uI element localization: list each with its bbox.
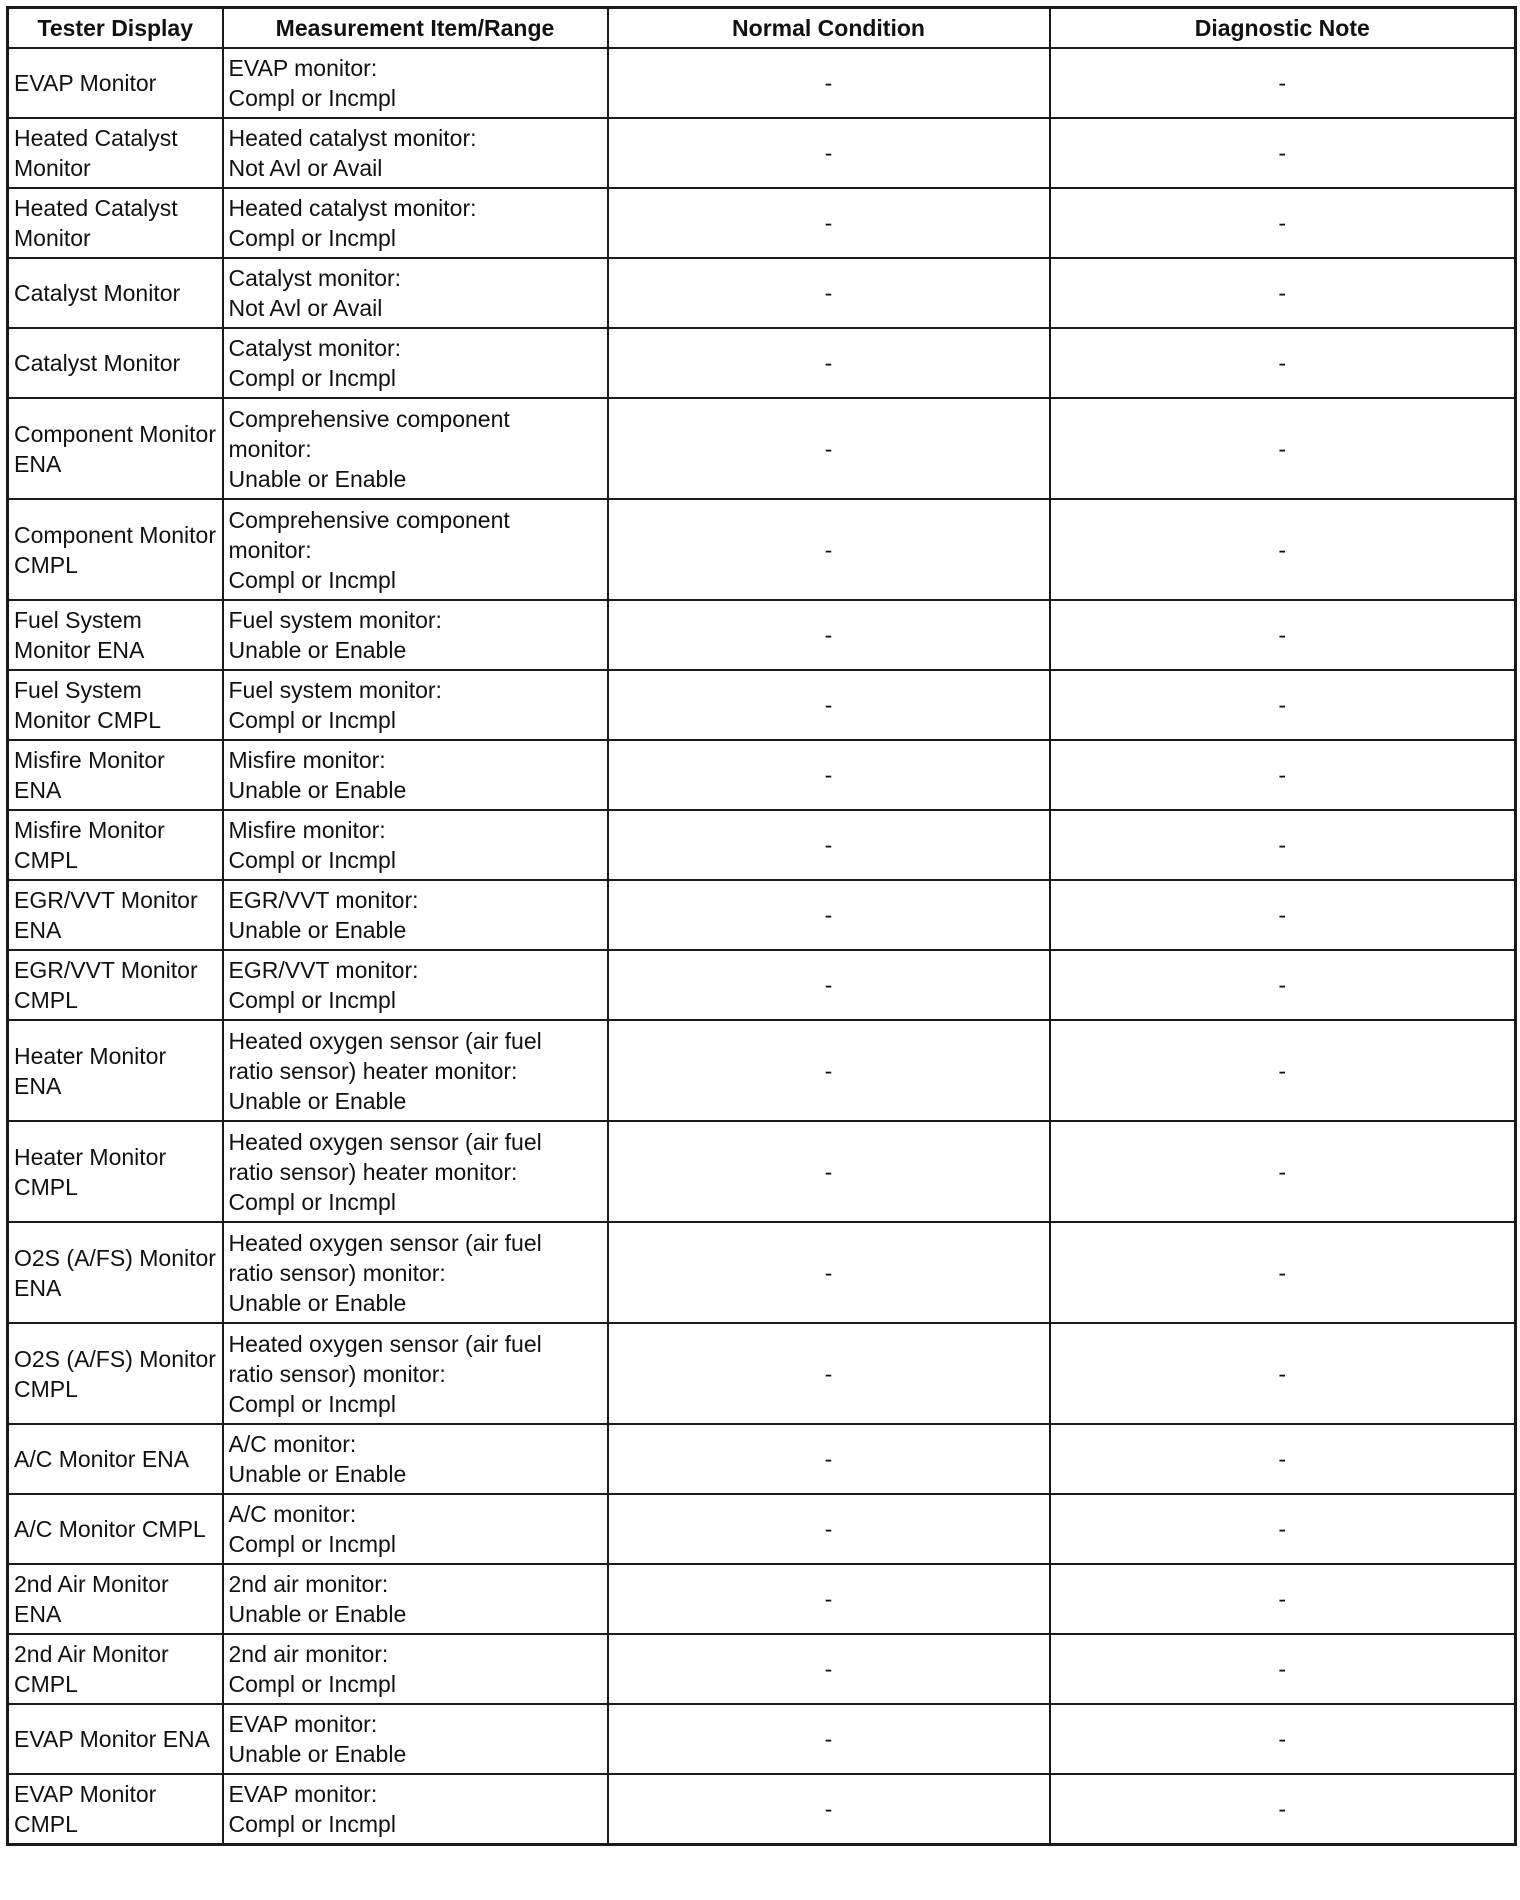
measurement-line: EGR/VVT monitor: [228, 887, 419, 913]
cell-normal-condition: - [608, 600, 1050, 670]
header-tester-display: Tester Display [8, 8, 223, 49]
cell-normal-condition: - [608, 1634, 1050, 1704]
cell-normal-condition: - [608, 740, 1050, 810]
cell-diagnostic-note: - [1050, 1564, 1516, 1634]
cell-tester-display: EVAP Monitor [8, 48, 223, 118]
monitor-status-table [6, 6, 1517, 1846]
measurement-line: Unable or Enable [228, 637, 407, 663]
cell-measurement-item [223, 950, 608, 1020]
cell-tester-display: O2S (A/FS) Monitor CMPL [8, 1323, 223, 1424]
measurement-line: Not Avl or Avail [228, 295, 383, 321]
cell-normal-condition: - [608, 1020, 1050, 1121]
measurement-line: Misfire monitor: [228, 817, 386, 843]
table-row [8, 398, 1516, 499]
cell-diagnostic-note: - [1050, 670, 1516, 740]
cell-tester-display: Heater Monitor CMPL [8, 1121, 223, 1222]
cell-normal-condition: - [608, 1222, 1050, 1323]
cell-normal-condition: - [608, 670, 1050, 740]
table-row [8, 118, 1516, 188]
measurement-line: Compl or Incmpl [228, 1390, 396, 1417]
table-body [8, 48, 1516, 1845]
measurement-line: Heated catalyst monitor: [228, 125, 477, 151]
cell-measurement-item [223, 48, 608, 118]
table-row [8, 600, 1516, 670]
cell-normal-condition: - [608, 118, 1050, 188]
cell-tester-display: EVAP Monitor ENA [8, 1704, 223, 1774]
measurement-line: EVAP monitor: [228, 55, 378, 81]
cell-tester-display: 2nd Air Monitor CMPL [8, 1634, 223, 1704]
cell-normal-condition: - [608, 1494, 1050, 1564]
cell-diagnostic-note: - [1050, 118, 1516, 188]
measurement-line: Unable or Enable [228, 1289, 407, 1316]
cell-diagnostic-note: - [1050, 880, 1516, 950]
cell-tester-display: Misfire Monitor CMPL [8, 810, 223, 880]
cell-tester-display: EGR/VVT Monitor ENA [8, 880, 223, 950]
measurement-line: Unable or Enable [228, 1461, 407, 1487]
cell-normal-condition: - [608, 1774, 1050, 1845]
measurement-line: Heated oxygen sensor (air fuel [228, 1027, 542, 1054]
cell-tester-display: EVAP Monitor CMPL [8, 1774, 223, 1845]
measurement-line: Catalyst monitor: [228, 265, 402, 291]
measurement-line: Compl or Incmpl [228, 566, 396, 593]
measurement-line: Fuel system monitor: [228, 677, 442, 703]
cell-normal-condition: - [608, 48, 1050, 118]
measurement-line: Compl or Incmpl [228, 707, 396, 733]
measurement-line: A/C monitor: [228, 1431, 357, 1457]
table-row [8, 1020, 1516, 1121]
cell-normal-condition: - [608, 950, 1050, 1020]
cell-tester-display: A/C Monitor CMPL [8, 1494, 223, 1564]
measurement-line: Catalyst monitor: [228, 335, 402, 361]
cell-tester-display: Fuel System Monitor ENA [8, 600, 223, 670]
table-row [8, 670, 1516, 740]
cell-diagnostic-note: - [1050, 1121, 1516, 1222]
cell-tester-display: Misfire Monitor ENA [8, 740, 223, 810]
cell-measurement-item [223, 1323, 608, 1424]
cell-normal-condition: - [608, 188, 1050, 258]
measurement-line: Compl or Incmpl [228, 847, 396, 873]
cell-diagnostic-note: - [1050, 1704, 1516, 1774]
cell-normal-condition: - [608, 810, 1050, 880]
cell-measurement-item [223, 398, 608, 499]
table-row [8, 48, 1516, 118]
measurement-line: 2nd air monitor: [228, 1571, 389, 1597]
cell-diagnostic-note: - [1050, 1424, 1516, 1494]
cell-measurement-item [223, 1704, 608, 1774]
cell-normal-condition: - [608, 398, 1050, 499]
table-row [8, 258, 1516, 328]
cell-diagnostic-note: - [1050, 1494, 1516, 1564]
cell-normal-condition: - [608, 1424, 1050, 1494]
measurement-line: A/C monitor: [228, 1501, 357, 1527]
cell-tester-display: Component Monitor ENA [8, 398, 223, 499]
measurement-line: Compl or Incmpl [228, 1188, 396, 1215]
cell-measurement-item [223, 499, 608, 600]
cell-measurement-item [223, 1121, 608, 1222]
cell-diagnostic-note: - [1050, 740, 1516, 810]
measurement-line: Compl or Incmpl [228, 85, 396, 111]
cell-measurement-item [223, 1634, 608, 1704]
cell-normal-condition: - [608, 1704, 1050, 1774]
cell-measurement-item [223, 880, 608, 950]
cell-tester-display: A/C Monitor ENA [8, 1424, 223, 1494]
cell-diagnostic-note: - [1050, 398, 1516, 499]
measurement-line: EVAP monitor: [228, 1781, 378, 1807]
table-row [8, 1424, 1516, 1494]
header-normal-condition: Normal Condition [608, 8, 1050, 49]
cell-diagnostic-note: - [1050, 1774, 1516, 1845]
measurement-line: ratio sensor) monitor: [228, 1360, 446, 1387]
table-row [8, 810, 1516, 880]
cell-measurement-item [223, 118, 608, 188]
table-row [8, 1121, 1516, 1222]
cell-normal-condition: - [608, 328, 1050, 398]
cell-diagnostic-note: - [1050, 810, 1516, 880]
measurement-line: Compl or Incmpl [228, 1671, 396, 1697]
measurement-line: Compl or Incmpl [228, 1811, 396, 1837]
table-row [8, 1494, 1516, 1564]
cell-diagnostic-note: - [1050, 258, 1516, 328]
table-header-row [8, 8, 1516, 49]
cell-measurement-item [223, 258, 608, 328]
cell-tester-display: EGR/VVT Monitor CMPL [8, 950, 223, 1020]
table-row [8, 1564, 1516, 1634]
cell-tester-display: Catalyst Monitor [8, 328, 223, 398]
measurement-line: Fuel system monitor: [228, 607, 442, 633]
cell-diagnostic-note: - [1050, 328, 1516, 398]
measurement-line: EGR/VVT monitor: [228, 957, 419, 983]
table-row [8, 1222, 1516, 1323]
cell-measurement-item [223, 328, 608, 398]
cell-diagnostic-note: - [1050, 600, 1516, 670]
measurement-line: EVAP monitor: [228, 1711, 378, 1737]
cell-normal-condition: - [608, 880, 1050, 950]
cell-diagnostic-note: - [1050, 499, 1516, 600]
header-measurement-item: Measurement Item/Range [223, 8, 608, 49]
cell-diagnostic-note: - [1050, 1323, 1516, 1424]
cell-tester-display: Heated Catalyst Monitor [8, 188, 223, 258]
cell-diagnostic-note: - [1050, 1020, 1516, 1121]
measurement-line: Heated oxygen sensor (air fuel [228, 1128, 542, 1155]
header-diagnostic-note: Diagnostic Note [1050, 8, 1516, 49]
cell-measurement-item [223, 600, 608, 670]
measurement-line: monitor: [228, 435, 312, 462]
cell-tester-display: Component Monitor CMPL [8, 499, 223, 600]
measurement-line: Comprehensive component [228, 506, 510, 533]
measurement-line: 2nd air monitor: [228, 1641, 389, 1667]
cell-diagnostic-note: - [1050, 950, 1516, 1020]
cell-measurement-item [223, 1424, 608, 1494]
measurement-line: ratio sensor) heater monitor: [228, 1057, 518, 1084]
measurement-line: Unable or Enable [228, 1087, 407, 1114]
measurement-line: Misfire monitor: [228, 747, 386, 773]
cell-tester-display: Fuel System Monitor CMPL [8, 670, 223, 740]
table-row [8, 1704, 1516, 1774]
measurement-line: Unable or Enable [228, 465, 407, 492]
cell-tester-display: 2nd Air Monitor ENA [8, 1564, 223, 1634]
table-row [8, 1774, 1516, 1845]
measurement-line: Compl or Incmpl [228, 365, 396, 391]
cell-normal-condition: - [608, 499, 1050, 600]
measurement-line: Compl or Incmpl [228, 1531, 396, 1557]
table-row [8, 740, 1516, 810]
table-row [8, 188, 1516, 258]
cell-measurement-item [223, 188, 608, 258]
cell-measurement-item [223, 810, 608, 880]
table-row [8, 499, 1516, 600]
measurement-line: ratio sensor) heater monitor: [228, 1158, 518, 1185]
table-row [8, 1323, 1516, 1424]
cell-measurement-item [223, 1222, 608, 1323]
measurement-line: Unable or Enable [228, 917, 407, 943]
cell-tester-display: Catalyst Monitor [8, 258, 223, 328]
table-row [8, 880, 1516, 950]
cell-normal-condition: - [608, 1564, 1050, 1634]
measurement-line: Unable or Enable [228, 777, 407, 803]
measurement-line: Heated catalyst monitor: [228, 195, 477, 221]
cell-measurement-item [223, 1564, 608, 1634]
cell-diagnostic-note: - [1050, 188, 1516, 258]
cell-measurement-item [223, 1494, 608, 1564]
cell-measurement-item [223, 1774, 608, 1845]
cell-measurement-item [223, 670, 608, 740]
measurement-line: Heated oxygen sensor (air fuel [228, 1229, 542, 1256]
measurement-line: Heated oxygen sensor (air fuel [228, 1330, 542, 1357]
cell-normal-condition: - [608, 258, 1050, 328]
table-row [8, 328, 1516, 398]
cell-tester-display: Heater Monitor ENA [8, 1020, 223, 1121]
measurement-line: Unable or Enable [228, 1601, 407, 1627]
table-row [8, 950, 1516, 1020]
cell-normal-condition: - [608, 1323, 1050, 1424]
cell-tester-display: O2S (A/FS) Monitor ENA [8, 1222, 223, 1323]
cell-normal-condition: - [608, 1121, 1050, 1222]
measurement-line: Not Avl or Avail [228, 155, 383, 181]
measurement-line: Compl or Incmpl [228, 987, 396, 1013]
measurement-line: Compl or Incmpl [228, 225, 396, 251]
table-row [8, 1634, 1516, 1704]
measurement-line: Unable or Enable [228, 1741, 407, 1767]
measurement-line: Comprehensive component [228, 405, 510, 432]
cell-measurement-item [223, 1020, 608, 1121]
cell-diagnostic-note: - [1050, 1222, 1516, 1323]
cell-measurement-item [223, 740, 608, 810]
cell-diagnostic-note: - [1050, 1634, 1516, 1704]
measurement-line: monitor: [228, 536, 312, 563]
cell-tester-display: Heated Catalyst Monitor [8, 118, 223, 188]
cell-diagnostic-note: - [1050, 48, 1516, 118]
measurement-line: ratio sensor) monitor: [228, 1259, 446, 1286]
